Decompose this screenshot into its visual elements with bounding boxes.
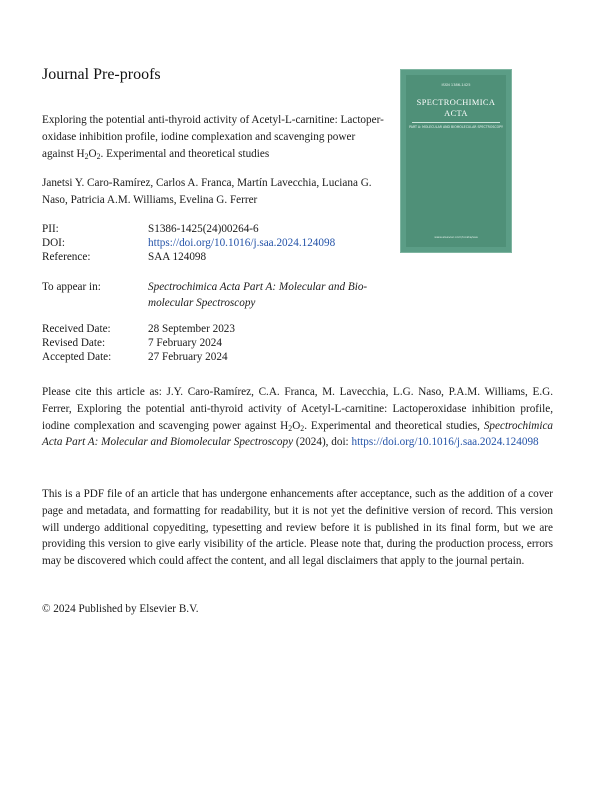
cover-panel <box>406 75 506 247</box>
title-text-part1: Exploring the potential anti-thyroid activity of Acetyl-L-carnitine: Lactoper- oxidase inhibition profile, iodine complexation and scavenging power against H <box>42 114 384 160</box>
pii-value: S1386-1425(24)00264-6 <box>148 223 259 235</box>
disclaimer-paragraph: This is a PDF file of an article that has undergone enhancements after acceptance, such as the addition of a cover page and metadata, and formatting for readability, but it is not yet the definitive version of record. This version will undergo additional copyediting, typesetting and review before it is published in its final form, but we are providing this version to give early visibility of the article. Please note that, during the production process, errors may be discovered which could affect the content, and all legal disclaimers that apply to the journal pertain. <box>42 488 553 568</box>
citation-middle: . Experimental and theoretical studies, <box>304 419 484 432</box>
doi-label: DOI: <box>42 237 65 249</box>
title-subscript-1: 2 <box>84 151 89 161</box>
cover-issn: ISSN 1386-1425 <box>441 83 471 87</box>
cover-subtitle: PART A: MOLECULAR AND BIOMOLECULAR SPECTROSCOPY <box>409 125 503 129</box>
accepted-label: Accepted Date: <box>42 351 112 363</box>
reference-label: Reference: <box>42 251 91 263</box>
article-title <box>42 112 387 162</box>
citation-doi-link[interactable]: https://doi.org/10.1016/j.saa.2024.124098 <box>351 436 539 449</box>
journal-cover-image <box>400 69 512 253</box>
citation-subscript-1: 2 <box>288 423 293 433</box>
cover-title <box>406 97 506 119</box>
received-value: 28 September 2023 <box>148 323 235 335</box>
accepted-value: 27 February 2024 <box>148 351 228 363</box>
journal-header: Journal Pre-proofs <box>42 66 161 83</box>
citation-suffix: (2024), doi: <box>293 436 352 449</box>
title-text-mid: O <box>88 147 97 160</box>
appear-label: To appear in: <box>42 281 101 293</box>
doi-link[interactable]: https://doi.org/10.1016/j.saa.2024.124098 <box>148 237 336 249</box>
cover-title-line2: ACTA <box>444 109 468 118</box>
pii-label: PII: <box>42 223 59 235</box>
author-list: Janetsi Y. Caro-Ramírez, Carlos A. Franca, Martín Lavecchia, Luciana G. Naso, Patricia A.M. Williams, Evelina G. Ferrer <box>42 177 372 206</box>
revised-value: 7 February 2024 <box>148 337 222 349</box>
reference-value: SAA 124098 <box>148 251 207 263</box>
cover-title-line1: SPECTROCHIMICA <box>416 98 496 107</box>
received-label: Received Date: <box>42 323 111 335</box>
cover-divider <box>412 122 500 123</box>
citation-journal: Spectrochimica Acta Part A: Molecular and Biomolecular Spectroscopy <box>42 419 554 449</box>
citation-prefix: Please cite this article as: J.Y. Caro-Ramírez, C.A. Franca, M. Lavecchia, L.G. Naso, P.A.M. Williams, E.G. Ferrer, Exploring the potential anti-thyroid activity of Acetyl-L-carnitine: Lactoperoxidase inhibition profile, iodine complexation and scavenging power against H <box>42 386 553 432</box>
cover-footer: www.elsevier.com/locate/saa <box>434 235 478 239</box>
revised-label: Revised Date: <box>42 337 106 349</box>
appear-value: Spectrochimica Acta Part A: Molecular and Bio- molecular Spectroscopy <box>148 281 368 309</box>
title-subscript-2: 2 <box>96 151 101 161</box>
title-text-part2: . Experimental and theoretical studies <box>100 147 270 160</box>
citation-paragraph <box>42 384 553 451</box>
copyright-notice: © 2024 Published by Elsevier B.V. <box>42 603 199 615</box>
citation-mid: O <box>292 419 301 432</box>
citation-subscript-2: 2 <box>300 423 305 433</box>
